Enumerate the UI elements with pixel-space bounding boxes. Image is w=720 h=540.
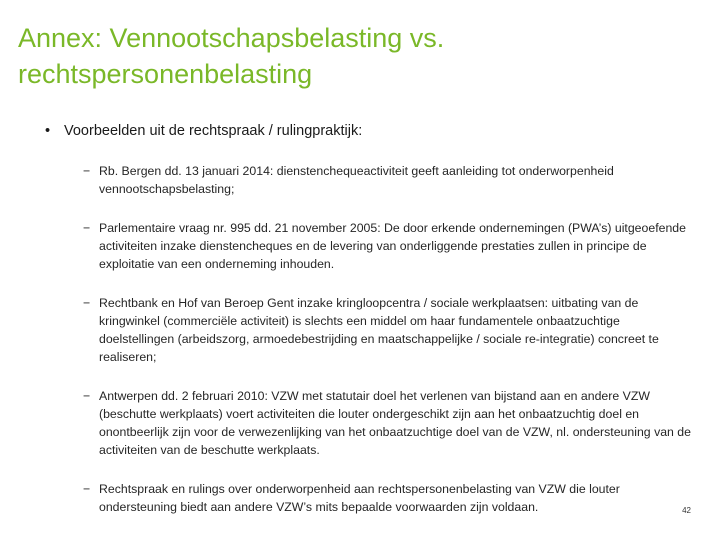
dash-icon: − — [83, 164, 91, 178]
dash-icon: − — [83, 389, 91, 403]
slide-title — [18, 20, 698, 92]
list-item-text: Parlementaire vraag nr. 995 dd. 21 november 2005: De door erkende ondernemingen (PWA’s) uitgeoefende activiteiten inzake dienstencheques en de levering van onderliggende prestaties zullen in principe de exploitatie van een onderneming inhouden. — [99, 221, 686, 271]
list-item-text: Rb. Bergen dd. 13 januari 2014: dienstenchequeactiviteit geeft aanleiding tot onderworpenheid vennootschapsbelasting; — [99, 164, 614, 196]
dash-icon: − — [83, 482, 91, 496]
list-item-text: Antwerpen dd. 2 februari 2010: VZW met statutair doel het verlenen van bijstand aan en andere VZW (beschutte werkplaats) voert activiteiten die louter ondergeschikt zijn aan het onbaatzuchtig doel en onontbeerlijk zijn voor de verwezenlijking van het onbaatzuchtige doel van de VZW, nl. ondersteuning van de activiteiten van de beschutte werkplaats. — [99, 389, 691, 457]
examples-list — [83, 162, 697, 537]
list-item-text: Rechtbank en Hof van Beroep Gent inzake kringloopcentra / sociale werkplaatsen: uitbating van de kringwinkel (commerciële activiteit) is slechts een middel om haar fundamentele onbaatzuchtige doelstellingen (arbeidszorg, armoedebestrijding en maatschappelijke / sociale re-integratie) concreet te realiseren; — [99, 296, 659, 364]
list-item — [83, 294, 697, 366]
list-item — [83, 480, 697, 516]
dash-icon: − — [83, 221, 91, 235]
list-item-text: Rechtspraak en rulings over onderworpenheid aan rechtspersonenbelasting van VZW die louter ondersteuning biedt aan andere VZW’s mits bepaalde voorwaarden zijn voldaan. — [99, 482, 620, 514]
main-bullet-text: Voorbeelden uit de rechtspraak / rulingpraktijk: — [64, 123, 363, 139]
list-item — [83, 219, 697, 273]
list-item — [83, 162, 697, 198]
main-bullet — [45, 121, 685, 141]
bullet-icon: • — [45, 123, 51, 139]
dash-icon: − — [83, 296, 91, 310]
list-item — [83, 387, 697, 459]
slide-title-line-2: rechtspersonenbelasting — [18, 59, 313, 89]
page-number: 42 — [682, 506, 691, 515]
slide-title-line-1: Annex: Vennootschapsbelasting vs. — [18, 23, 445, 53]
